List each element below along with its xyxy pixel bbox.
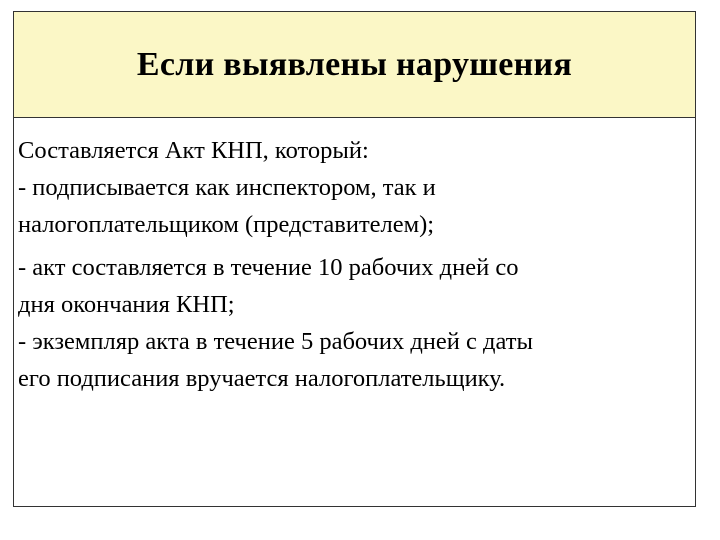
content-frame — [13, 11, 696, 507]
body-line-3: налогоплательщиком (представителем); — [18, 211, 435, 238]
body-text — [18, 132, 690, 397]
body-line-6: - экземпляр акта в течение 5 рабочих дней с даты — [18, 328, 533, 355]
body-line-5: дня окончания КНП; — [18, 291, 235, 318]
slide-title: Если выявлены нарушения — [136, 45, 573, 83]
body-line-4: - акт составляется в течение 10 рабочих дней со — [18, 254, 519, 281]
title-band — [14, 12, 695, 118]
body-line-1: Составляется Акт КНП, который: — [18, 137, 369, 164]
body-line-7: его подписания вручается налогоплательщику. — [18, 365, 506, 392]
body-line-2: - подписывается как инспектором, так и — [18, 174, 436, 201]
